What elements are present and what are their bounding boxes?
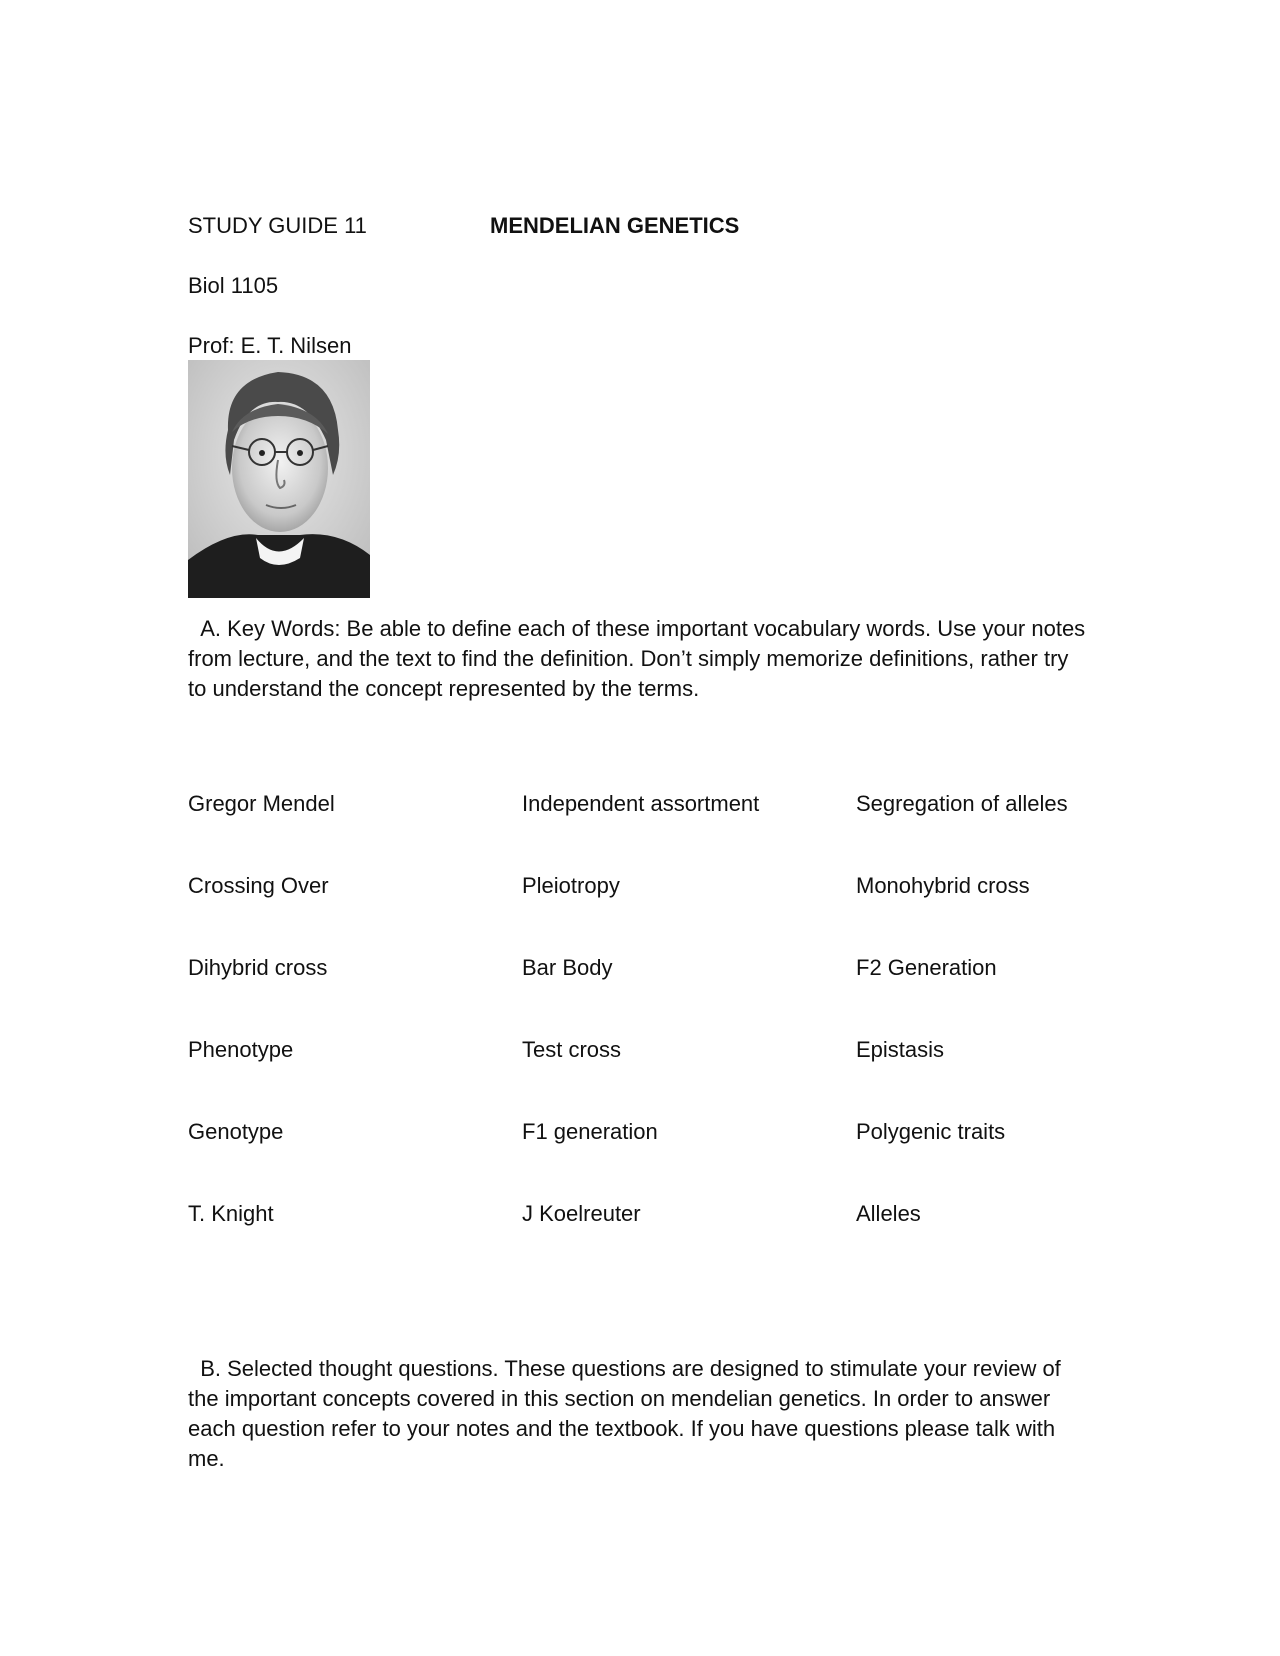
- key-word: T. Knight: [188, 1201, 274, 1226]
- key-word: Crossing Over: [188, 873, 329, 898]
- key-word: Monohybrid cross: [856, 873, 1030, 898]
- key-word: Test cross: [522, 1037, 622, 1062]
- key-word: Genotype: [188, 1119, 284, 1144]
- key-word: F2 Generation: [856, 955, 997, 980]
- key-word: Epistasis: [856, 1037, 945, 1062]
- section-a-instructions: A. Key Words: Be able to define each of these important vocabulary words. Use your notes from lecture, and the text to find the definition. Don’t simply memorize definitions, rather try to understand the concept represented by the terms.: [188, 616, 1092, 701]
- page-title: MENDELIAN GENETICS: [490, 213, 740, 238]
- portrait-photo: [188, 360, 370, 598]
- key-word: Independent assortment: [522, 791, 760, 816]
- key-word: Segregation of alleles: [856, 791, 1068, 816]
- guide-label: STUDY GUIDE 11: [188, 213, 367, 238]
- key-word: Gregor Mendel: [188, 791, 335, 816]
- key-word: Pleiotropy: [522, 873, 620, 898]
- key-word: J Koelreuter: [522, 1201, 641, 1226]
- section-b-instructions: B. Selected thought questions. These questions are designed to stimulate your review of the important concepts covered in this section on mendelian genetics. In order to answer each question refer to your notes and the textbook. If you have questions please talk with me.: [188, 1356, 1067, 1471]
- course-code: Biol 1105: [188, 273, 279, 298]
- key-word: F1 generation: [522, 1119, 658, 1144]
- key-word: Polygenic traits: [856, 1119, 1006, 1144]
- professor-name: Prof: E. T. Nilsen: [188, 333, 352, 358]
- key-word: Alleles: [856, 1201, 921, 1226]
- key-word: Phenotype: [188, 1037, 294, 1062]
- key-word: Dihybrid cross: [188, 955, 328, 980]
- key-word: Bar Body: [522, 955, 613, 980]
